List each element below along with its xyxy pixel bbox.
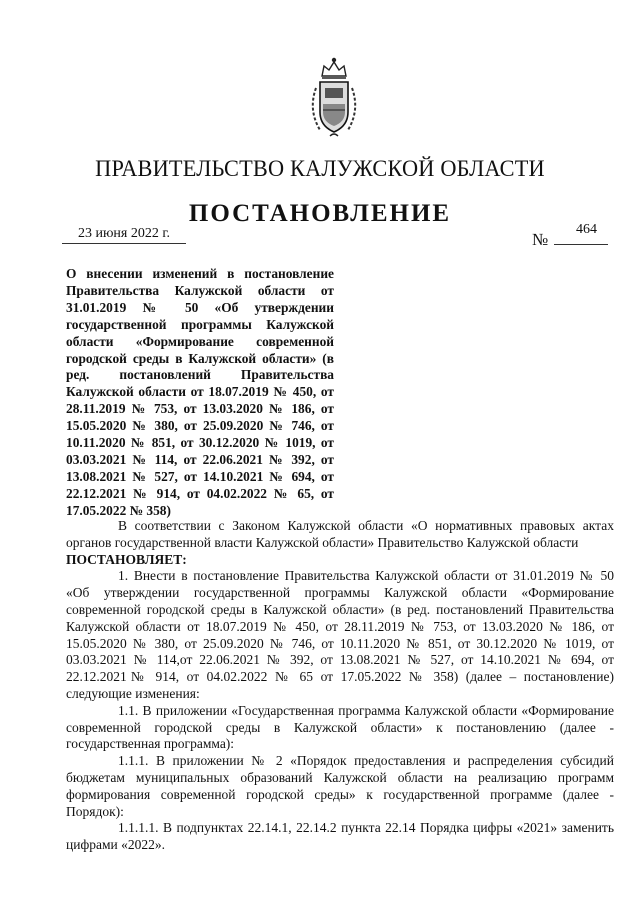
number-underline [554, 244, 608, 245]
document-type: ПОСТАНОВЛЕНИЕ [188, 200, 452, 227]
preamble-paragraph: В соответствии с Законом Калужской области «О нормативных правовых актах органов государственной власти Калужской области» Правительство Калужской области [66, 518, 614, 550]
document-date: 23 июня 2022 г. [62, 226, 186, 244]
government-title: ПРАВИТЕЛЬСТВО КАЛУЖСКОЙ ОБЛАСТИ [95, 156, 545, 181]
number-sign: № [532, 230, 549, 249]
document-number: 464 [576, 222, 597, 237]
paragraph-1-1-1: 1.1.1. В приложении № 2 «Порядок предоставления и распределения субсидий бюджетам муниципальных образований Калужской области на реализацию программ формирования современной городской среды» к государственной программе (далее - Порядок): [66, 753, 614, 819]
paragraph-1: 1. Внести в постановление Правительства Калужской области от 31.01.2019 № 50 «Об утверждении государственной программы Калужской области «Формирование современной городской среды в Калужской области» (в ред. постановлений Правительства Калужской области от 18.07.2019 № 450, от 28.11.2019 № 753, от 13.03.2020 № 186, от 15.05.2020 № 380, от 25.09.2020 № 746, от 10.11.2020 № 851, от 30.12.2020 № 1019, от 03.03.2021 № 114,от 22.06.2021 № 392, от 13.08.2021 № 527, от 14.10.2021 № 694, от 22.12.2021№ 914, от 04.02.2022 № 65 от 17.05.2022 № 358) (далее – постановление) следующие изменения: [66, 568, 614, 701]
document-subject: О внесении изменений в постановление Правительства Калужской области от 31.01.2019 № 50 «Об утверждении государственной программы Калужской области «Формирование современной городской среды в Калужской области» (в ред. постановлений Правительства Калужской области от 18.07.2019 № 450, от 28.11.2019 № 753, от 13.03.2020 № 186, от 15.05.2020 № 380, от 25.09.2020 № 746, от 10.11.2020 № 851, от 30.12.2020 № 1019, от 03.03.2021 № 114, от 22.06.2021 № 392, от 13.08.2021 № 527, от 14.10.2021 № 694, от 22.12.2021 № 914, от 04.02.2022 № 65, от 17.05.2022 № 358) [66, 266, 334, 518]
resolves-heading: ПОСТАНОВЛЯЕТ: [66, 551, 187, 567]
coat-of-arms-icon [306, 54, 362, 138]
paragraph-1-1-1-1: 1.1.1.1. В подпунктах 22.14.1, 22.14.2 пункта 22.14 Порядка цифры «2021» заменить цифрами «2022». [66, 820, 614, 853]
paragraph-1-1: 1.1. В приложении «Государственная программа Калужской области «Формирование современной городской среды в Калужской области» к постановлению (далее - государственная программа): [66, 702, 614, 752]
document-body [66, 518, 614, 854]
